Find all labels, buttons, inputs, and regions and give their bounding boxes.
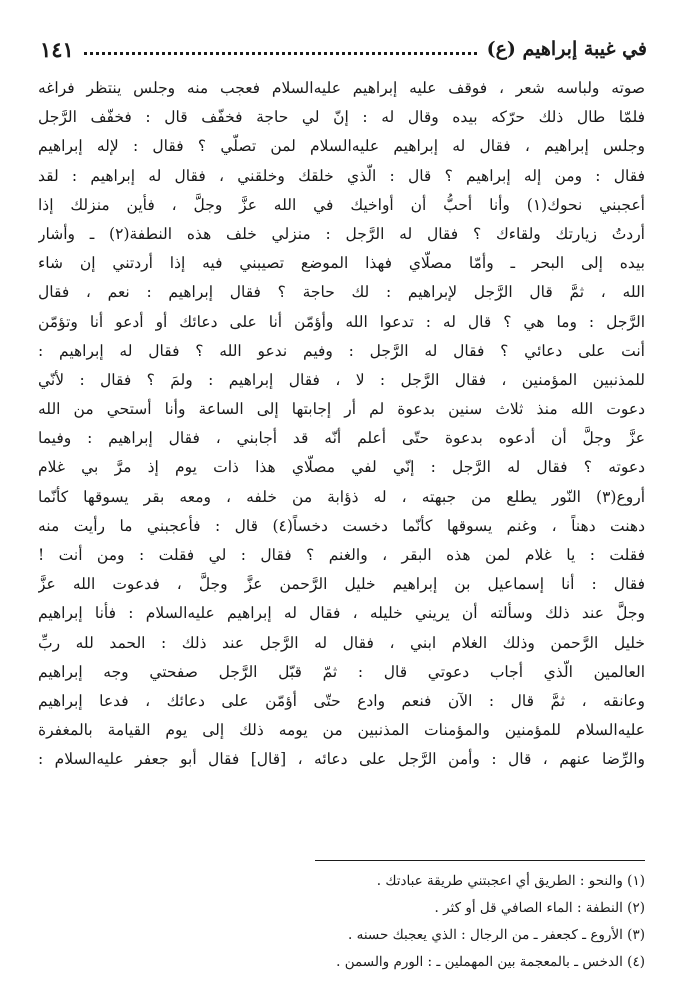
text-line: خليل الرَّحمن وذلك الغلام ابني ، فقال له الرَّجل عند ذلك : الحمد لله ربِّ — [38, 633, 645, 652]
body-text — [38, 74, 645, 775]
text-line: الله ، ثمَّ قال الرَّجل لإبراهيم : لك حاجة ؟ فقال إبراهيم : نعم ، فقال — [38, 283, 645, 302]
text-line: أنت على دعائي ؟ فقال له الرَّجل : وفيم ندعو الله ؟ فقال له إبراهيم : — [38, 341, 645, 360]
footnote: (١) والنحو : الطريق أي اعجبتني طريقة عبادتك . — [376, 873, 645, 889]
page-header — [40, 34, 647, 64]
text-line: أردتُ زيارتك ولقاءك ؟ فقال له الرَّجل : منزلي خلف هذه النطفة(٢) ـ وأشار — [38, 224, 645, 243]
text-line: فلمّا طال ذلك حرّكه بيده وقال له : إنّ لي حاجة فخفّف قال : فخفّف الرَّجل — [38, 108, 645, 127]
text-line: العالمين الّذي أجاب دعوتي قال : ثمّ قبّل الرَّجل صفحتي وجه إبراهيم — [38, 662, 645, 681]
footnotes — [40, 868, 645, 976]
text-line: والرِّضا عنهم ، قال : وأمن الرَّجل على دعائه ، [قال] فقال أبو جعفر عليه‌السلام : — [38, 750, 645, 769]
running-title: في غيبة إبراهيم (ع) — [486, 38, 647, 60]
text-line: وجلَّ عند ذلك وسألته أن يريني خليله ، فقال له إبراهيم عليه‌السلام : فأنا إبراهيم — [38, 604, 645, 623]
text-line: أروع(٣) النّور يطلع من جبهته ، له ذؤابة من خلفه ، ومعه بقر يسوقها كأنّما — [38, 487, 645, 506]
text-line: وجلس إبراهيم ، فقال له إبراهيم عليه‌السلام لمن تصلّي ؟ فقال : لإله إبراهيم — [38, 137, 645, 156]
text-line: صوته ولباسه شعر ، فوقف عليه إبراهيم عليه‌السلام فعجب منه وجلس ينتظر فراغه — [38, 79, 645, 97]
page-number: ١٤١ — [40, 36, 74, 62]
footnote: (٢) النطفة : الماء الصافي قل أو كثر . — [434, 900, 645, 916]
footnote: (٣) الأروع ـ كجعفر ـ من الرجال : الذي يعجبك حسنه . — [348, 927, 645, 943]
text-line: دعوت الله منذ ثلاث سنين بدعوة لم أر إجابتها إلى الساعة وأنا أستحي من الله — [38, 400, 645, 419]
text-line: عليه‌السلام للمؤمنين والمؤمنات المذنبين من يومه ذلك إلى يوم القيامة بالمغفرة — [38, 721, 645, 740]
text-line: دعوته ؟ فقال له الرَّجل : إنّي لفي مصلّاي هذا ذات يوم إذ مرَّ بي غلام — [38, 458, 645, 477]
text-line: وعانقه ، ثمَّ قال : الآن فنعم وادع حتّى أؤمّن على دعائك ، فدعا إبراهيم — [38, 691, 645, 710]
footnote-divider — [315, 860, 645, 861]
text-line: فقال : ومن إله إبراهيم ؟ قال : الّذي خلقك وخلقني ، فقال له إبراهيم : لقد — [38, 166, 645, 185]
dotted-leader — [84, 52, 477, 55]
text-line: بيده إلى البحر ـ وأمّا مصلّاي فهذا الموضع تصيبني فيه إذا أردتني إن شاء — [38, 254, 645, 273]
text-line: أعجبني نحوك(١) وأنا أحبُّ أن أواخيك في الله عزَّ وجلَّ ، فأين منزلك إذا — [38, 195, 645, 214]
footnote: (٤) الدخس ـ بالمعجمة بين المهملين ـ : الورم والسمن . — [336, 954, 645, 970]
text-line: دهنت دهناً ، وغنم يسوقها كأنّما دخست دخساً(٤) قال : فأعجبني ما رأيت منه — [38, 516, 645, 535]
text-line: الرَّجل : وما هي ؟ قال له : تدعوا الله وأؤمّن أنا على دعائك أو أدعو أنا وتؤمّن — [38, 312, 645, 331]
text-line: فقال : أنا إسماعيل بن إبراهيم خليل الرَّحمن عزَّ وجلَّ ، فدعوت الله عزَّ — [38, 575, 645, 594]
text-line: فقلت : يا غلام لمن هذه البقر ، والغنم ؟ فقال : لي فقلت : ومن أنت ! — [38, 546, 645, 564]
text-line: عزَّ وجلَّ أن أدعوه بدعوة حتّى أعلم أنّه قد أجابني ، فقال إبراهيم : وفيما — [38, 429, 645, 448]
text-line: للمذنبين المؤمنين ، فقال الرَّجل : لا ، فقال إبراهيم : ولمَ ؟ فقال : لأنّي — [38, 370, 645, 389]
